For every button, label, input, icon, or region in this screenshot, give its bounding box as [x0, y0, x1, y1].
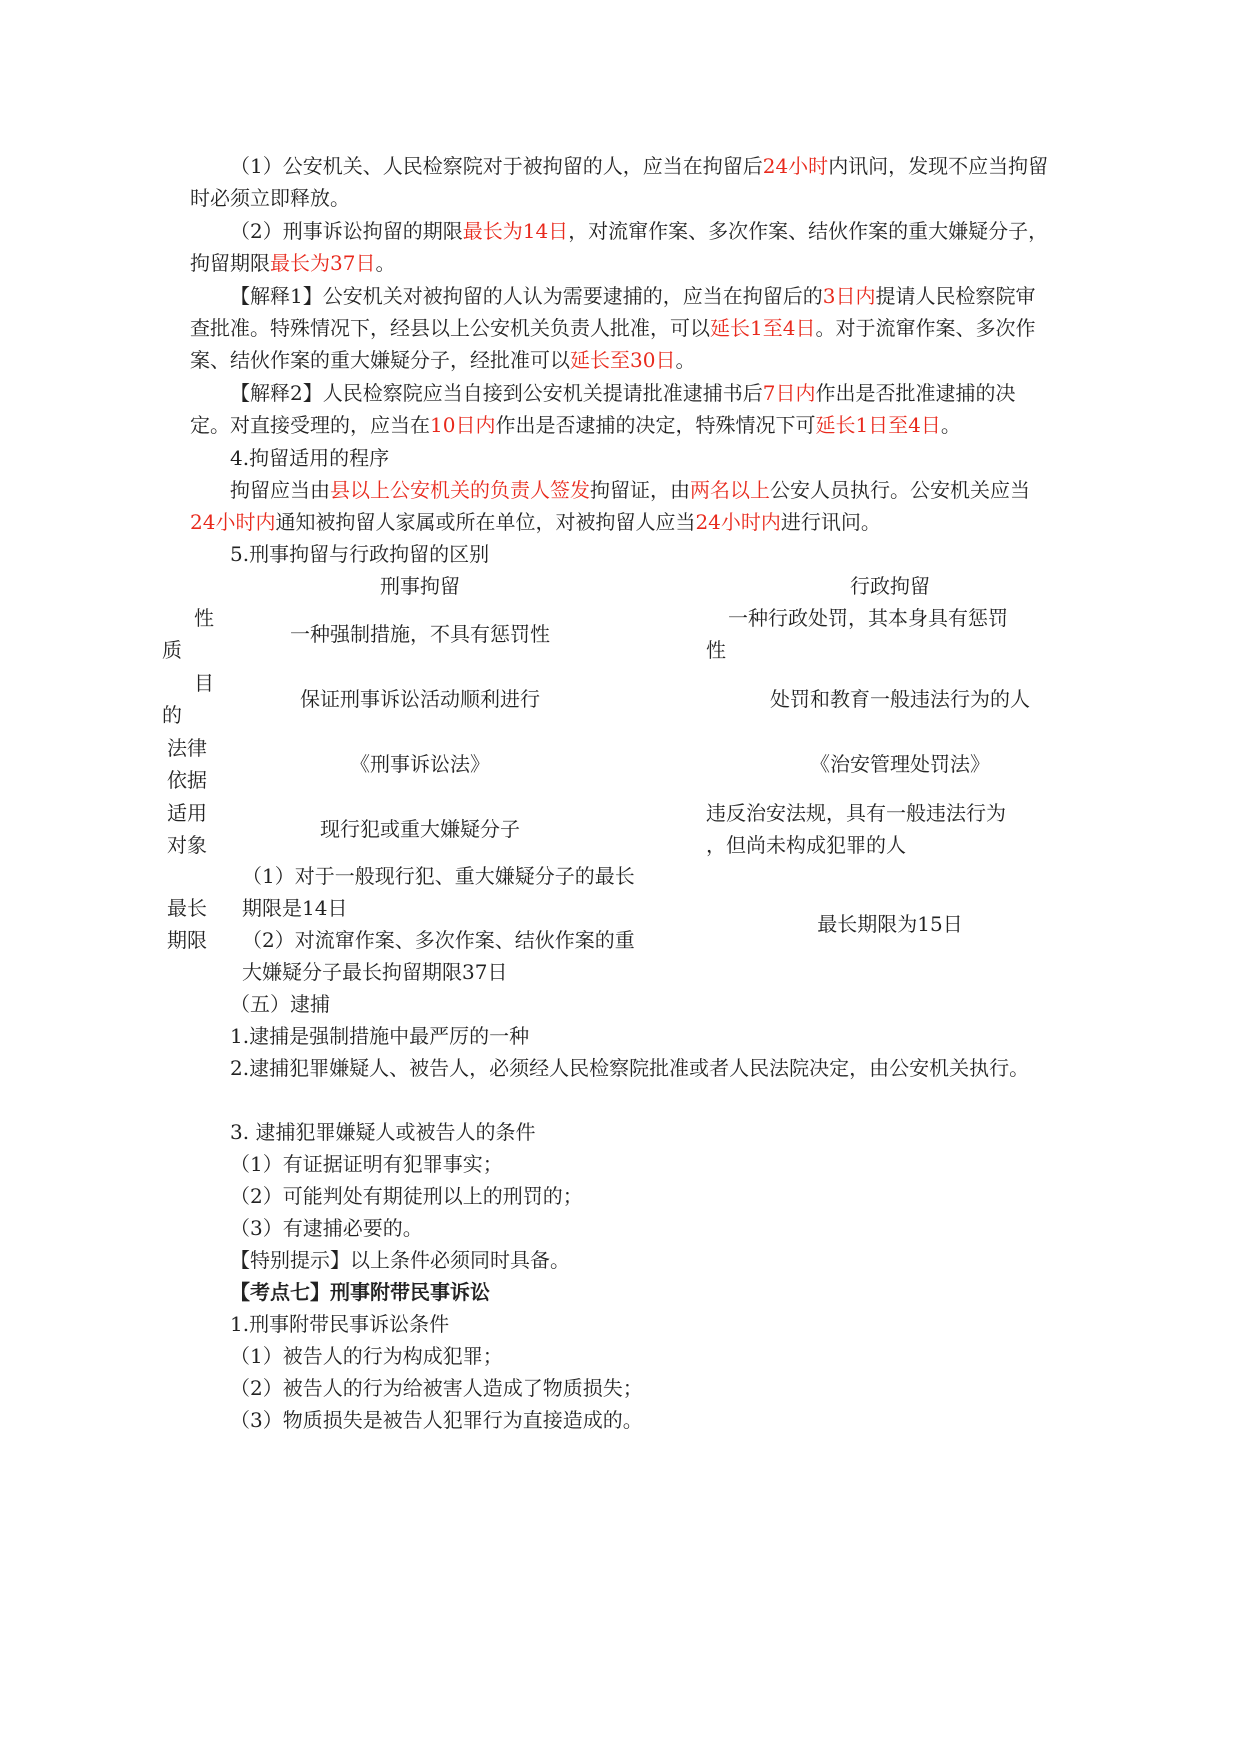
highlight: 两名以上 — [690, 478, 770, 502]
row-label: 法律 — [167, 736, 207, 760]
arrest-condition-1: （1）有证据证明有犯罪事实； — [230, 1152, 503, 1176]
row-label: 质 — [162, 638, 182, 662]
row-label: 的 — [162, 703, 182, 727]
table-cell: （2）对流窜作案、多次作案、结伙作案的重 — [242, 928, 635, 952]
row-label: 对象 — [167, 833, 207, 857]
highlight: 3日内 — [822, 284, 876, 308]
table-cell: 《治安管理处罚法》 — [810, 752, 990, 776]
arrest-condition-2: （2）可能判处有期徒刑以上的刑罚的； — [230, 1184, 583, 1208]
section-arrest: （五）逮捕 — [230, 992, 330, 1016]
highlight: 县以上公安机关的负责人签发 — [330, 478, 590, 502]
table-cell: 大嫌疑分子最长拘留期限37日 — [242, 960, 508, 984]
civil-suit-condition-1: （1）被告人的行为构成犯罪； — [230, 1344, 503, 1368]
row-label: 目 — [194, 671, 214, 695]
highlight: 24小时 — [762, 154, 829, 178]
civil-suit-condition-2: （2）被告人的行为给被害人造成了物质损失； — [230, 1376, 643, 1400]
table-cell: 违反治安法规，具有一般违法行为 — [706, 801, 1006, 825]
table-header-criminal: 刑事拘留 — [380, 574, 460, 598]
table-cell: 《刑事诉讼法》 — [350, 752, 490, 776]
para-procedure: 拘留应当由县以上公安机关的负责人签发拘留证，由两名以上公安人员执行。公安机关应当24小时内通知被拘留人家属或所在单位，对被拘留人应当24小时内进行讯问。 — [190, 478, 1030, 534]
highlight: 7日内 — [762, 381, 816, 405]
table-cell: 一种强制措施，不具有惩罚性 — [290, 622, 550, 646]
row-label: 期限 — [167, 928, 207, 952]
table-cell: 最长期限为15日 — [817, 912, 963, 936]
highlight: 24小时内 — [695, 510, 781, 534]
civil-suit-condition-3: （3）物质损失是被告人犯罪行为直接造成的。 — [230, 1408, 643, 1432]
table-cell: 一种行政处罚，其本身具有惩罚 — [728, 606, 1008, 630]
heading-difference: 5.刑事拘留与行政拘留的区别 — [230, 542, 490, 566]
table-cell: 性 — [706, 638, 726, 662]
table-cell: 现行犯或重大嫌疑分子 — [320, 817, 520, 841]
row-label: 性 — [194, 606, 214, 630]
highlight: 10日内 — [430, 413, 496, 437]
row-label: 适用 — [167, 801, 207, 825]
highlight: 最长为14日 — [462, 219, 569, 243]
highlight: 最长为37日 — [270, 251, 376, 275]
highlight: 延长1日至4日 — [815, 413, 941, 437]
civil-suit-item-1: 1.刑事附带民事诉讼条件 — [230, 1312, 450, 1336]
table-cell: 保证刑事诉讼活动顺利进行 — [300, 687, 540, 711]
table-cell: （1）对于一般现行犯、重大嫌疑分子的最长 — [242, 864, 635, 888]
arrest-item-1: 1.逮捕是强制措施中最严厉的一种 — [230, 1024, 530, 1048]
highlight: 24小时内 — [190, 510, 276, 534]
arrest-item-2: 2.逮捕犯罪嫌疑人、被告人，必须经人民检察院批准或者人民法院决定，由公安机关执行。 — [230, 1056, 1030, 1080]
para-explanation-2: 【解释2】人民检察院应当自接到公安机关提请批准逮捕书后7日内作出是否批准逮捕的决定。对直接受理的，应当在10日内作出是否逮捕的决定，特殊情况下可延长1日至4日。 — [190, 381, 1016, 437]
table-header-administrative: 行政拘留 — [850, 574, 930, 598]
key-point-7-heading: 【考点七】刑事附带民事诉讼 — [230, 1280, 490, 1304]
table-cell: 处罚和教育一般违法行为的人 — [770, 687, 1030, 711]
row-label: 最长 — [167, 896, 207, 920]
highlight: 延长1至4日 — [710, 316, 816, 340]
para-detention-interrogation: （1）公安机关、人民检察院对于被拘留的人，应当在拘留后24小时内讯问，发现不应当拘留时必须立即释放。 — [190, 154, 1049, 210]
arrest-item-3: 3. 逮捕犯罪嫌疑人或被告人的条件 — [230, 1120, 536, 1144]
special-tip: 【特别提示】以上条件必须同时具备。 — [230, 1248, 570, 1272]
table-cell: 期限是14日 — [242, 896, 348, 920]
highlight: 延长至30日 — [570, 348, 676, 372]
heading-procedure: 4.拘留适用的程序 — [230, 446, 390, 470]
para-explanation-1: 【解释1】公安机关对被拘留的人认为需要逮捕的，应当在拘留后的3日内提请人民检察院审查批准。特殊情况下，经县以上公安机关负责人批准，可以延长1至4日。对于流窜作案、多次作案、结伙作案的重大嫌疑分子，经批准可以延长至30日。 — [190, 284, 1036, 372]
arrest-condition-3: （3）有逮捕必要的。 — [230, 1216, 423, 1240]
table-cell: ，但尚未构成犯罪的人 — [706, 833, 906, 857]
para-detention-period: （2）刑事诉讼拘留的期限最长为14日，对流窜作案、多次作案、结伙作案的重大嫌疑分子，拘留期限最长为37日。 — [190, 219, 1049, 275]
row-label: 依据 — [167, 768, 207, 792]
